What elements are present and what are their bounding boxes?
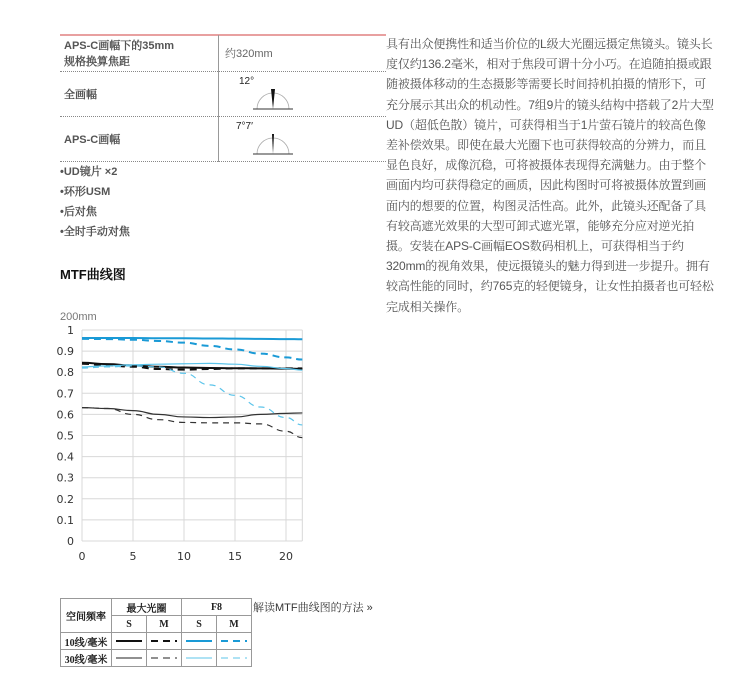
spec-value: 约320mm — [219, 35, 387, 72]
y-tick-label: 0.8 — [56, 366, 74, 380]
x-tick-label: 0 — [78, 550, 86, 563]
mtf-howto-link[interactable]: 解读MTF曲线图的方法 » — [253, 602, 373, 614]
legend-header-frequency: 空间频率 — [61, 599, 112, 633]
feature-item: •全时手动对焦 — [60, 226, 130, 238]
feature-item: •后对焦 — [60, 206, 97, 218]
angle-value: 12° — [239, 76, 255, 87]
y-tick-label: 0.5 — [56, 429, 74, 443]
legend-swatch — [217, 633, 252, 650]
feature-item: •环形USM — [60, 186, 111, 198]
spec-label: APS-C画幅 — [60, 117, 219, 162]
legend-m: M — [217, 616, 252, 633]
legend-m: M — [147, 616, 182, 633]
mtf-title: MTF曲线图 — [60, 267, 126, 282]
x-tick-label: 10 — [177, 550, 191, 563]
x-tick-label: 15 — [228, 550, 242, 563]
y-tick-label: 0.1 — [56, 513, 74, 527]
spec-label-line1: APS-C画幅下的35mm — [64, 40, 175, 52]
legend-swatch — [147, 650, 182, 667]
legend-swatch — [112, 650, 147, 667]
lens-description: 具有出众便携性和适当价位的L级大光圈远摄定焦镜头。镜头长度仅约136.2毫米，相对于焦段可谓十分小巧。在追随拍摄或跟随被摄体移动的生态摄影等需要长时间持机拍摄的情形下，可充分展示其出众的机动性。7组9片的镜头结构中搭载了2片大型UD（超低色散）镜片，可获得相当于1片萤石镜片的较高色像差补偿效果。即使在最大光圈下也可获得较高的分辨力，而且显色良好，成像沉稳，可将被摄体表现得充满魅力。由于整个画面内均可获得稳定的画质，因此构图时可将被摄体放置到画面内的想要的位置，构图灵活性高。此外，此镜头还配备了具有较高遮光效果的大型可卸式遮光罩，能够充分应对逆光拍摄。安装在APS-C画幅EOS数码相机上，可获得相当于约320mm的视角效果，使远摄镜头的魅力得到进一步提升。拥有较高性能的同时，约765克的轻便镜身，让女性拍摄者也可轻松完成相关操作。 — [386, 37, 714, 314]
legend-swatch — [147, 633, 182, 650]
spec-label-line2: 规格换算焦距 — [64, 56, 130, 68]
angle-value: 7°7′ — [236, 121, 253, 132]
y-tick-label: 0 — [67, 535, 74, 548]
y-tick-label: 0.4 — [56, 450, 74, 464]
y-tick-label: 1 — [67, 324, 74, 337]
y-tick-label: 0.9 — [56, 345, 74, 359]
legend-s: S — [182, 616, 217, 633]
mtf-series-line — [82, 339, 302, 360]
mtf-series-line — [82, 366, 302, 425]
mtf-series-line — [82, 338, 302, 339]
legend-header-f8: F8 — [182, 599, 252, 616]
spec-label: 全画幅 — [60, 72, 219, 117]
legend-swatch — [217, 650, 252, 667]
y-tick-label: 0.2 — [56, 492, 74, 506]
legend-s: S — [112, 616, 147, 633]
legend-row-30lp: 30线/毫米 — [61, 650, 112, 667]
legend-swatch — [112, 633, 147, 650]
mtf-series-line — [82, 408, 302, 438]
mtf-legend-table — [60, 598, 252, 667]
x-tick-label: 20 — [279, 550, 293, 563]
legend-row-10lp: 10线/毫米 — [61, 633, 112, 650]
y-tick-label: 0.3 — [56, 471, 74, 485]
legend-swatch — [182, 650, 217, 667]
x-tick-label: 5 — [129, 550, 137, 563]
feature-item: •UD镜片 ×2 — [60, 166, 118, 178]
y-tick-label: 0.7 — [56, 387, 74, 401]
focal-length-label: 200mm — [60, 311, 97, 323]
y-tick-label: 0.6 — [56, 408, 74, 422]
legend-swatch — [182, 633, 217, 650]
legend-header-max-aperture: 最大光圈 — [112, 599, 182, 616]
